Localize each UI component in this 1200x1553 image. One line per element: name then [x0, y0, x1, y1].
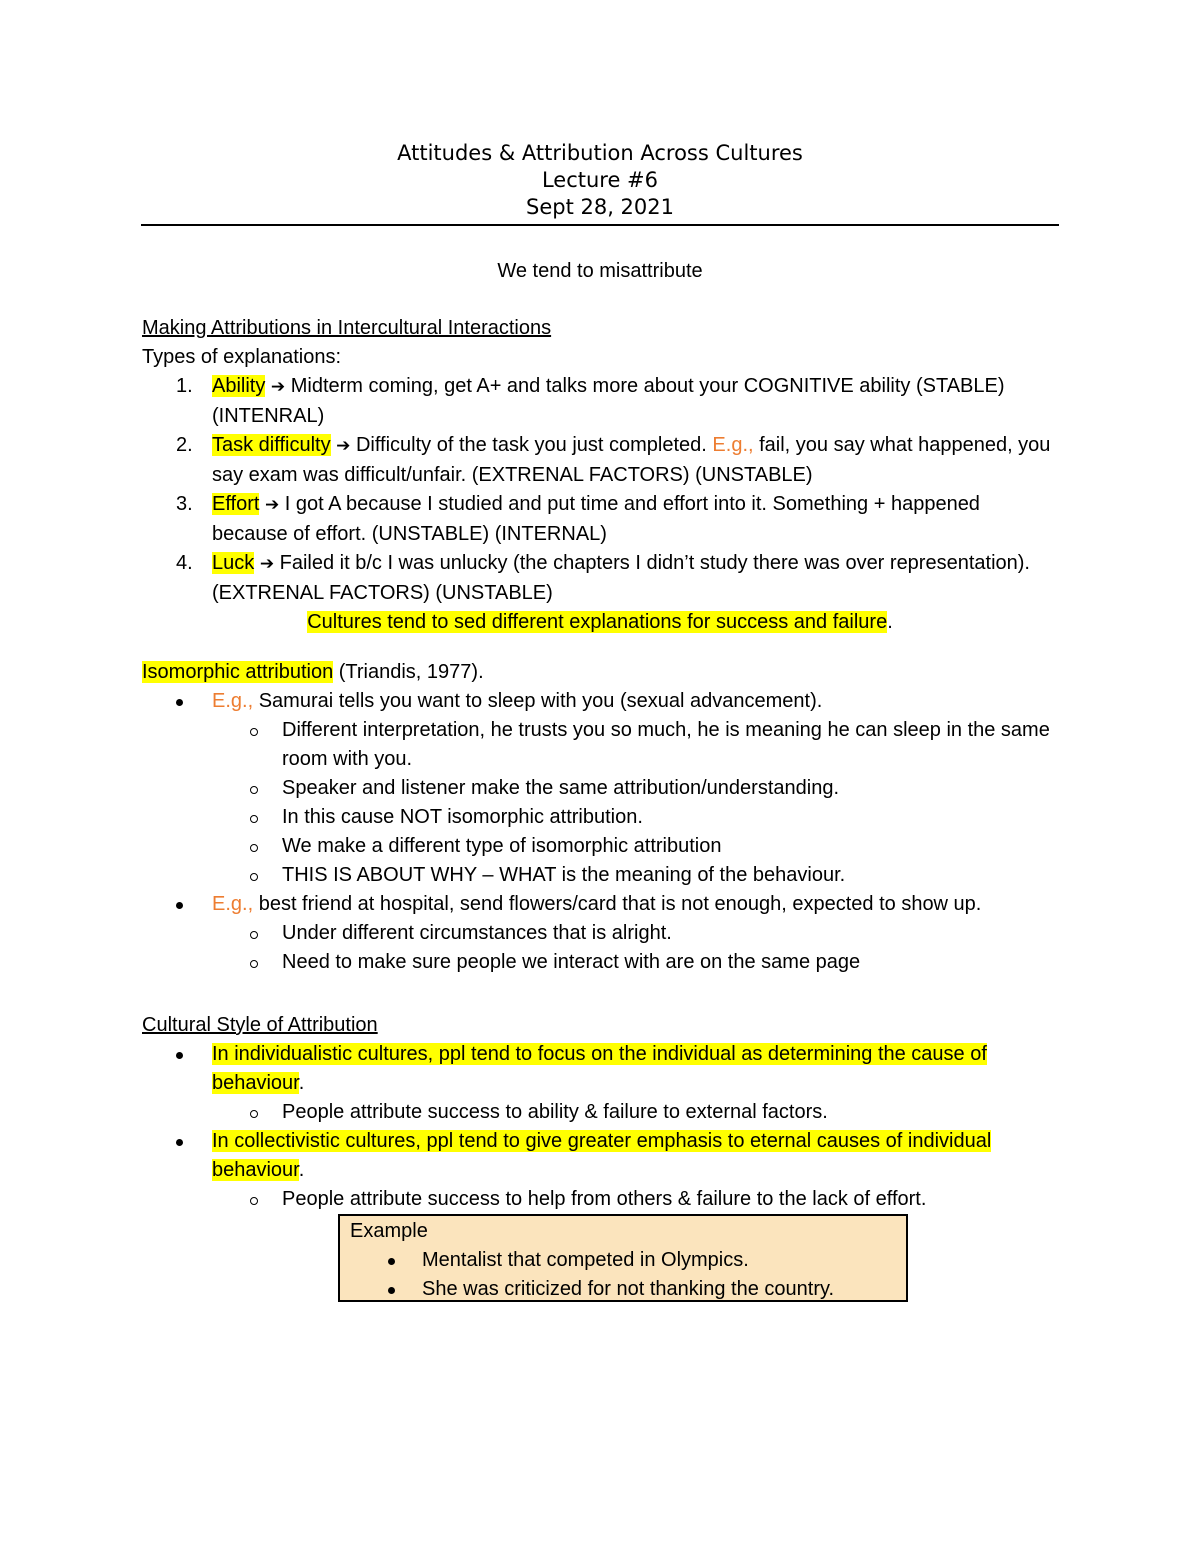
circle-bullet-icon: [250, 786, 258, 794]
item-text: Difficulty of the task you just completed.: [350, 434, 713, 456]
list-item: [142, 431, 1058, 490]
circle-bullet-icon: [250, 873, 258, 881]
list-item: [142, 490, 1058, 549]
section-intro: Types of explanations:: [142, 346, 342, 368]
circle-bullet-icon: [250, 931, 258, 939]
list-number: 1.: [176, 375, 193, 397]
sub-item-text: In this cause NOT isomorphic attribution.: [282, 806, 643, 828]
highlighted-text: In collectivistic cultures, ppl tend to give greater emphasis to eternal causes of individual behaviour: [212, 1130, 992, 1181]
section-making-attributions: [142, 314, 1058, 637]
sub-item-text: We make a different type of isomorphic attribution: [282, 835, 722, 857]
sub-list: [212, 1185, 1058, 1214]
circle-bullet-icon: [250, 1110, 258, 1118]
item-text: Samurai tells you want to sleep with you (sexual advancement).: [253, 690, 823, 712]
explanation-list: [142, 372, 1058, 608]
term-highlight: Luck: [212, 552, 255, 574]
bullet-icon: [388, 1287, 395, 1294]
bullet-icon: [176, 902, 183, 909]
example-box: [338, 1214, 908, 1302]
sub-item: [212, 919, 1058, 948]
list-number: 3.: [176, 493, 193, 515]
bullet-icon: [388, 1258, 395, 1265]
example-item-text: She was criticized for not thanking the country.: [422, 1278, 835, 1300]
document-title: Attitudes & Attribution Across Cultures: [397, 141, 803, 165]
circle-bullet-icon: [250, 728, 258, 736]
bullet-icon: [176, 699, 183, 706]
bullet-list: [142, 687, 1058, 977]
list-item: [142, 687, 1058, 890]
item-text: Midterm coming, get A+ and talks more about your COGNITIVE ability (STABLE) (INTENRAL): [212, 375, 1005, 427]
section-heading: Making Attributions in Intercultural Interactions: [142, 317, 552, 339]
sub-list: [212, 919, 1058, 977]
bullet-icon: [176, 1139, 183, 1146]
sub-item-text: Speaker and listener make the same attribution/understanding.: [282, 777, 840, 799]
lecture-number: Lecture #6: [541, 168, 659, 192]
arrow-right-icon: ➔: [265, 495, 280, 515]
sub-item-text: THIS IS ABOUT WHY – WHAT is the meaning of the behaviour.: [282, 864, 846, 886]
eg-label: E.g.,: [212, 690, 254, 712]
item-period: .: [298, 1072, 305, 1094]
sub-item: [212, 832, 1058, 861]
sub-item: [212, 1098, 1058, 1127]
conclusion-line: [142, 608, 1058, 637]
eg-label: E.g.,: [212, 893, 254, 915]
list-item: [350, 1246, 896, 1275]
circle-bullet-icon: [250, 844, 258, 852]
highlighted-text: In individualistic cultures, ppl tend to focus on the individual as determining the cause of behaviour: [212, 1043, 987, 1094]
list-item: [142, 890, 1058, 977]
list-item: [142, 549, 1058, 608]
sub-item-text: Need to make sure people we interact with are on the same page: [282, 951, 861, 973]
list-number: 4.: [176, 552, 193, 574]
arrow-right-icon: ➔: [270, 377, 286, 397]
eg-label: E.g.,: [712, 434, 754, 456]
sub-item-text: People attribute success to help from others & failure to the lack of effort.: [282, 1188, 927, 1210]
bullet-icon: [176, 1052, 183, 1059]
item-period: .: [298, 1159, 305, 1181]
tagline: We tend to misattribute: [497, 260, 703, 282]
circle-bullet-icon: [250, 1197, 258, 1205]
list-item: [142, 1127, 1058, 1214]
section-heading-line: [142, 658, 1058, 687]
conclusion-period: .: [887, 611, 893, 633]
header-divider: [141, 224, 1059, 226]
list-item: [142, 1040, 1058, 1127]
example-label: Example: [350, 1220, 428, 1242]
sub-item: [212, 948, 1058, 977]
bullet-list: [142, 1040, 1058, 1214]
sub-item: [212, 861, 1058, 890]
sub-item: [212, 803, 1058, 832]
section-cultural-style: [142, 1011, 1058, 1214]
sub-item-text: Under different circumstances that is alright.: [282, 922, 672, 944]
term-highlight: Effort: [212, 493, 260, 515]
term-highlight: Task difficulty: [212, 434, 331, 456]
conclusion-highlight: Cultures tend to sed different explanations for success and failure: [307, 611, 888, 633]
section-isomorphic-attribution: [142, 658, 1058, 977]
citation: (Triandis, 1977).: [333, 661, 484, 683]
arrow-right-icon: ➔: [336, 436, 351, 456]
list-number: 2.: [176, 434, 193, 456]
circle-bullet-icon: [250, 815, 258, 823]
sub-item: [212, 774, 1058, 803]
lecture-date: Sept 28, 2021: [525, 195, 674, 219]
arrow-right-icon: ➔: [259, 554, 275, 574]
section-heading: Cultural Style of Attribution: [142, 1014, 378, 1036]
document-header: [142, 140, 1058, 221]
list-item: [142, 372, 1058, 431]
sub-list: [212, 716, 1058, 890]
section-heading: Isomorphic attribution: [142, 661, 334, 683]
item-text: I got A because I studied and put time and effort into it. Something + happened because of effort. (UNSTABLE) (INTERNAL): [212, 493, 980, 545]
sub-list: [212, 1098, 1058, 1127]
example-list: [350, 1246, 896, 1304]
item-text: fail, you say what happened, you say exam was difficult/unfair. (EXTRENAL FACTORS) (UNSTABLE): [212, 434, 1051, 486]
term-highlight: Ability: [212, 375, 266, 397]
item-text: Failed it b/c I was unlucky (the chapters I didn’t study there was over representation). (EXTRENAL FACTORS) (UNSTABLE): [212, 552, 1030, 604]
sub-item: [212, 716, 1058, 774]
circle-bullet-icon: [250, 960, 258, 968]
sub-item-text: People attribute success to ability & failure to external factors.: [282, 1101, 828, 1123]
example-item-text: Mentalist that competed in Olympics.: [422, 1249, 749, 1271]
sub-item-text: Different interpretation, he trusts you so much, he is meaning he can sleep in the same room with you.: [282, 719, 1050, 770]
sub-item: [212, 1185, 1058, 1214]
list-item: [350, 1275, 896, 1304]
item-text: best friend at hospital, send flowers/card that is not enough, expected to show up.: [253, 893, 982, 915]
